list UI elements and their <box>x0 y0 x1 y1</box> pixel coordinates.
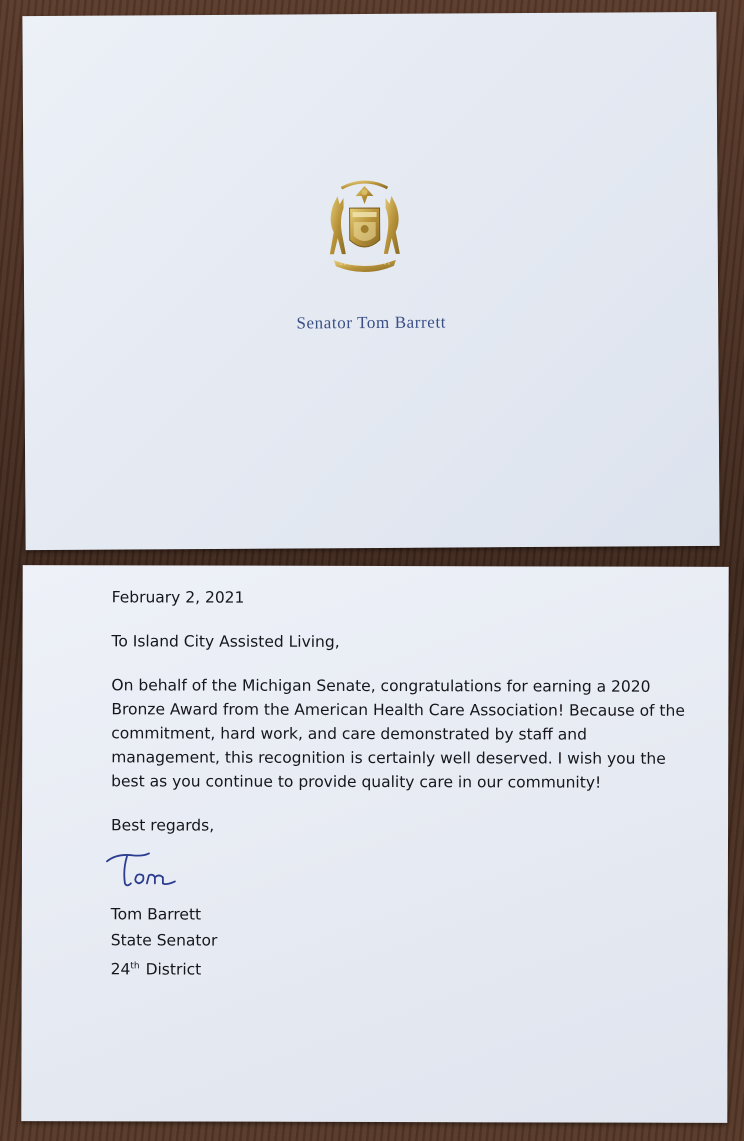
letter-closing: Best regards, <box>111 816 215 835</box>
stationery-front-card <box>22 12 719 550</box>
signer-title: State Senator <box>110 931 218 950</box>
district-label: District <box>145 960 202 979</box>
letter-salutation: To Island City Assisted Living, <box>111 632 340 651</box>
district-number: 24 <box>110 960 131 979</box>
letter-body <box>111 585 692 984</box>
senator-name-heading: Senator Tom Barrett <box>296 312 447 333</box>
letter-card <box>21 565 728 1123</box>
signer-district <box>111 953 691 984</box>
letter-paragraph: On behalf of the Michigan Senate, congratulations for earning a 2020 Bronze Award from the American Health Care Association! Because of the commitment, hard work, and care demonstrated by staff and management, this recognition is certainly well deserved. I wish you the best as you continue to provide quality care in our community! <box>111 676 685 792</box>
michigan-seal-icon <box>319 174 410 285</box>
handwritten-signature-icon <box>103 845 193 893</box>
signer-name: Tom Barrett <box>110 905 202 924</box>
signature-block <box>111 901 691 984</box>
district-ordinal-suffix: th <box>130 961 140 972</box>
letter-date: February 2, 2021 <box>111 588 245 607</box>
